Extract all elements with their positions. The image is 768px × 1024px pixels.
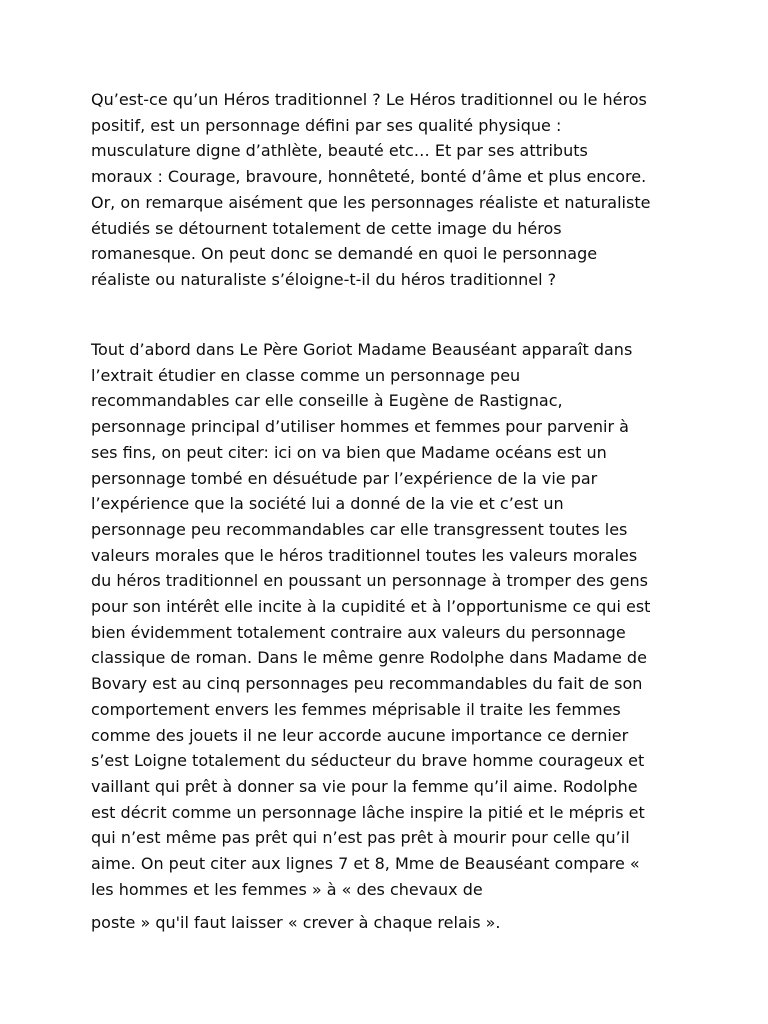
text-line: Qu’est-ce qu’un Héros traditionnel ? Le Héros traditionnel ou le héros: [91, 90, 647, 109]
paragraph-quote-continuation: [91, 910, 683, 936]
text-line: valeurs morales que le héros traditionnel toutes les valeurs morales: [91, 545, 638, 565]
text-line: aime. On peut citer aux lignes 7 et 8, Mme de Beauséant compare «: [91, 854, 640, 874]
text-line: comme des jouets il ne leur accorde aucune importance ce dernier: [91, 725, 629, 745]
text-line: l’expérience que la société lui a donné de la vie et c’est un: [91, 494, 564, 514]
text-line: étudiés se détournent totalement de cette image du héros: [91, 218, 562, 238]
text-line: personnage tombé en désuétude par l’expérience de la vie par: [91, 468, 598, 488]
text-line: vaillant qui prêt à donner sa vie pour la femme qu’il aime. Rodolphe: [91, 776, 638, 796]
text-line: Bovary est au cinq personnages peu recommandables du fait de son: [91, 674, 643, 694]
text-line: est décrit comme un personnage lâche inspire la pitié et le mépris et: [91, 802, 645, 822]
text-line: comportement envers les femmes méprisable il traite les femmes: [91, 699, 621, 719]
text-line: qui n’est même pas prêt qui n’est pas prêt à mourir pour celle qu’il: [91, 828, 630, 848]
text-line: poste » qu'il faut laisser « crever à chaque relais ».: [91, 913, 501, 932]
text-line: personnage principal d’utiliser hommes et femmes pour parvenir à: [91, 417, 629, 437]
text-line: réaliste ou naturaliste s’éloigne-t-il du héros traditionnel ?: [91, 269, 557, 289]
text-line: s’est Loigne totalement du séducteur du brave homme courageux et: [91, 751, 645, 771]
text-line: romanesque. On peut donc se demandé en quoi le personnage: [91, 244, 598, 264]
text-line: classique de roman. Dans le même genre Rodolphe dans Madame de: [91, 648, 647, 668]
text-line: musculature digne d’athlète, beauté etc… Et par ses attributs: [91, 141, 588, 161]
text-line: l’extrait étudier en classe comme un personnage peu: [91, 365, 521, 385]
text-line: les hommes et les femmes » à « des chevaux de: [91, 879, 483, 899]
text-line: personnage peu recommandables car elle transgressent toutes les: [91, 519, 628, 539]
text-line: bien évidemment totalement contraire aux valeurs du personnage: [91, 622, 626, 642]
text-line: du héros traditionnel en poussant un personnage à tromper des gens: [91, 571, 648, 591]
text-line: recommandables car elle conseille à Eugène de Rastignac,: [91, 391, 563, 411]
text-line: pour son intérêt elle incite à la cupidité et à l’opportunisme ce qui est: [91, 597, 651, 617]
text-line: Tout d’abord dans Le Père Goriot Madame Beauséant apparaît dans: [91, 340, 633, 359]
paragraph-development: [91, 337, 683, 902]
text-line: moraux : Courage, bravoure, honnêteté, bonté d’âme et plus encore.: [91, 167, 647, 187]
text-line: Or, on remarque aisément que les personnages réaliste et naturaliste: [91, 192, 651, 212]
text-line: positif, est un personnage défini par ses qualité physique :: [91, 115, 562, 135]
text-line: ses fins, on peut citer: ici on va bien que Madame océans est un: [91, 442, 607, 462]
paragraph-introduction: [91, 87, 683, 293]
